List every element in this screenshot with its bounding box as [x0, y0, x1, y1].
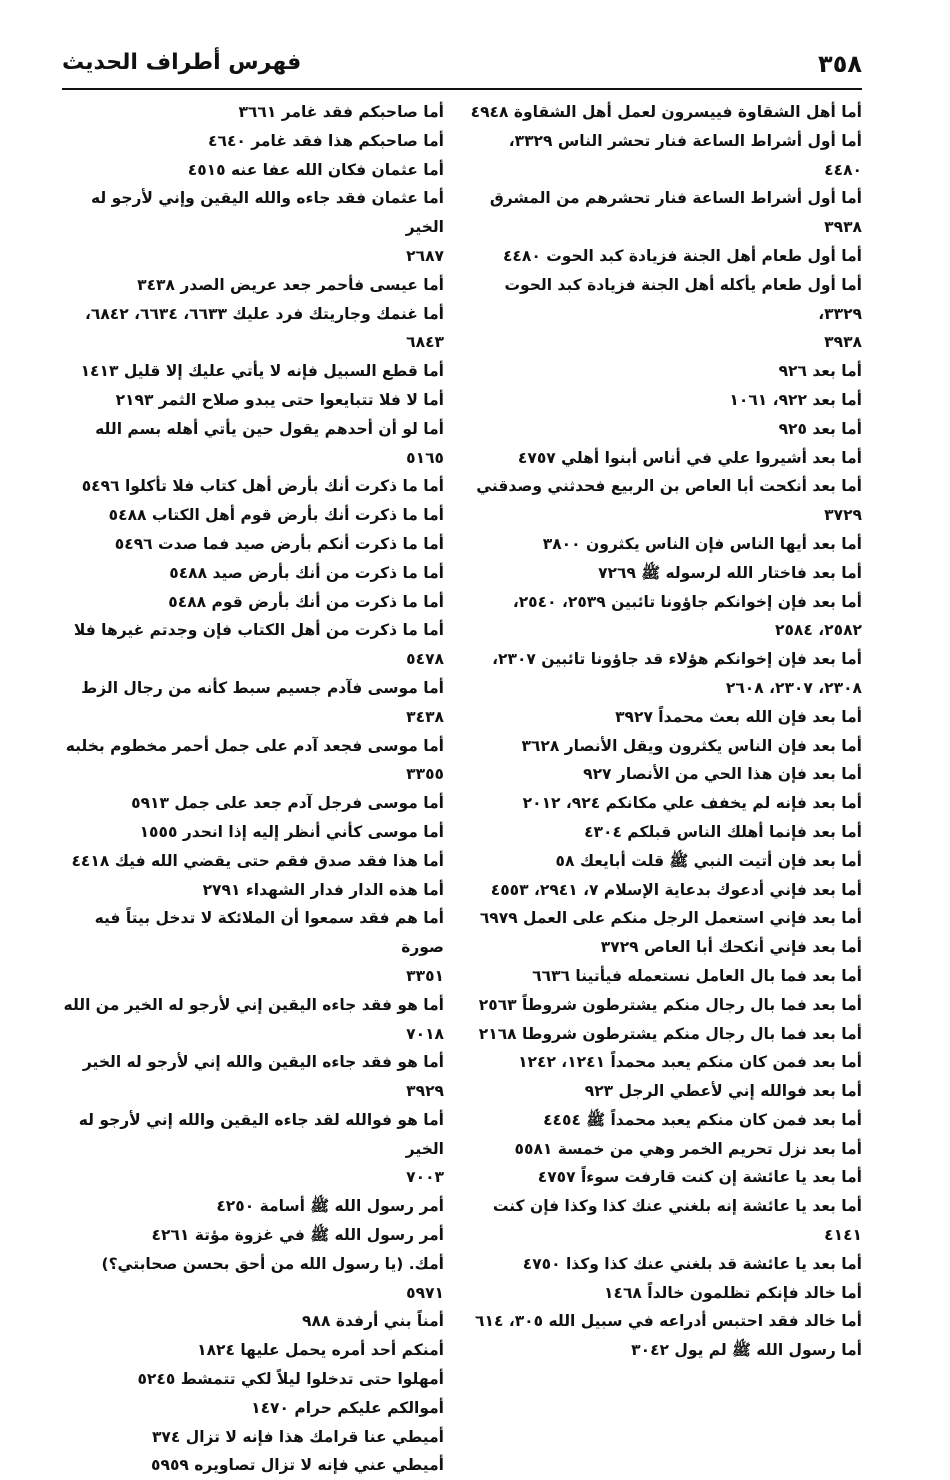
index-entry: أما بعد فمن كان منكم يعبد محمداً ١٢٤١، ١٢٤٢: [518, 1053, 862, 1072]
index-entry: أما أول أشراط الساعة فنار تحشرهم من المشرق ٣٩٣٨: [489, 189, 862, 237]
index-entry: أما بعد فإن إخوانكم جاؤونا تائبين ٢٥٣٩، ٢٥٤٠،: [512, 592, 862, 611]
index-entry: أما بعد فما بال رجال منكم يشترطون شروطا ٢١٦٨: [478, 1024, 862, 1043]
index-entry: أميطي عنا قرامك هذا فإنه لا تزال ٣٧٤: [151, 1427, 444, 1446]
index-entry: ٣٩٣٨: [824, 333, 862, 352]
index-entry: ٧٠١٨: [406, 1024, 444, 1043]
index-entry: أما بعد فإن الناس يكثرون ويقل الأنصار ٣٦٢٨: [521, 736, 862, 755]
index-entry: أما هذه الدار فدار الشهداء ٢٧٩١: [202, 880, 444, 899]
index-entry: أمر رسول الله ﷺ أسامة ٤٢٥٠: [216, 1197, 444, 1216]
index-entry: أما ما ذكرت أنك بأرض قوم أهل الكتاب ٥٤٨٨: [108, 506, 444, 525]
index-entry: أما موسى فرجل آدم جعد على جمل ٥٩١٣: [131, 794, 444, 813]
page-number: ٣٥٨: [818, 50, 862, 78]
index-entry: أما صاحبكم هذا فقد غامر ٤٦٤٠: [208, 131, 444, 150]
index-entry: أما عثمان فكان الله عفا عنه ٤٥١٥: [187, 160, 444, 179]
index-entry: أما هو فقد جاءه اليقين إني لأرجو له الخير من الله: [63, 995, 444, 1014]
index-entry: أما بعد ٩٢٦: [778, 362, 862, 381]
index-entry: ٢٥٨٢، ٢٥٨٤: [775, 621, 862, 640]
index-entry: ٣٣٥٥: [406, 765, 444, 784]
index-entry: أما قطع السبيل فإنه لا يأتي عليك إلا قليل ١٤١٣: [80, 362, 444, 381]
index-entry: أما ما ذكرت من أنك بأرض قوم ٥٤٨٨: [168, 592, 444, 611]
index-entry: ٣٣٥١: [406, 966, 444, 985]
page-header: [62, 46, 862, 90]
index-entry: أما بعد نزل تحريم الخمر وهي من خمسة ٥٥٨١: [514, 1139, 862, 1158]
index-entry: أمر رسول الله ﷺ في غزوة مؤتة ٤٢٦١: [151, 1226, 444, 1245]
index-entry: أما لو أن أحدهم يقول حين يأتي أهله بسم الله ٥١٦٥: [95, 419, 444, 467]
index-entry: أما بعد ٩٢٥: [778, 419, 862, 438]
index-entry: أما بعد فإن هذا الحي من الأنصار ٩٢٧: [583, 765, 862, 784]
index-entry: ٣٧٢٩: [824, 506, 862, 525]
index-entry: أما بعد فإني أدعوك بدعاية الإسلام ٧، ٢٩٤١، ٤٥٥٣: [490, 880, 862, 899]
index-entry: أما بعد فمن كان منكم يعبد محمداً ﷺ ٤٤٥٤: [543, 1110, 862, 1129]
index-entry: أما خالد فإنكم تظلمون خالداً ١٤٦٨: [604, 1283, 862, 1302]
index-entry: أمك. (يا رسول الله من أحق بحسن صحابتي؟) ٥٩٧١: [101, 1254, 444, 1302]
index-entry: أما لا فلا تتبايعوا حتى يبدو صلاح الثمر ٢١٩٣: [115, 390, 444, 409]
index-entry: ٧٠٠٣: [406, 1168, 444, 1187]
index-entry: أما أول طعام أهل الجنة فزيادة كبد الحوت ٤٤٨٠: [502, 246, 862, 265]
index-entry: أما غنمك وجاريتك فرد عليك ٦٦٣٣، ٦٦٣٤، ٦٨٤٢،: [84, 304, 444, 323]
index-column-left: [62, 98, 444, 1480]
index-entry: أما أول طعام يأكله أهل الجنة فزيادة كبد الحوت ٣٣٢٩،: [504, 275, 862, 323]
index-column-right: [468, 98, 862, 1365]
index-entry: أميطي عني فإنه لا تزال تصاويره ٥٩٥٩: [151, 1456, 444, 1475]
index-entry: أما ما ذكرت من أنك بأرض صيد ٥٤٨٨: [169, 563, 444, 582]
index-entry: أما بعد يا عائشة إنه بلغني عنك كذا وكذا فإن كنت ٤١٤١: [492, 1197, 862, 1245]
index-entry: أما بعد فإن إخوانكم هؤلاء قد جاؤونا تائبين ٢٣٠٧،: [492, 650, 862, 669]
index-entry: أمناً بني أرفدة ٩٨٨: [302, 1312, 444, 1331]
index-entry: أما بعد أنكحت أبا العاص بن الربيع فحدثني وصدقني: [476, 477, 862, 496]
index-entry: أما بعد فإنما أهلك الناس قبلكم ٤٣٠٤: [584, 822, 862, 841]
index-entry: أما خالد فقد احتبس أدراعه في سبيل الله ٣٠٥، ٦١٤: [475, 1312, 862, 1331]
index-entry: أما بعد أشيروا علي في أناس أبنوا أهلي ٤٧٥٧: [517, 448, 862, 467]
index-entry: أما بعد أيها الناس فإن الناس يكثرون ٣٨٠٠: [542, 534, 862, 553]
index-entry: أما ما ذكرت أنك بأرض أهل كتاب فلا تأكلوا ٥٤٩٦: [81, 477, 444, 496]
index-entry: أما ما ذكرت من أهل الكتاب فإن وجدتم غيرها فلا ٥٤٧٨: [73, 621, 444, 669]
index-entry: ٢٣٠٨، ٢٣٠٧، ٢٦٠٨: [725, 678, 862, 697]
index-entry: أما بعد فما بال رجال منكم يشترطون شروطاً ٢٥٦٣: [478, 995, 862, 1014]
index-entry: أما بعد فإنه لم يخفف علي مكانكم ٩٢٤، ٢٠١٢: [522, 794, 862, 813]
index-entry: أما بعد فإن أتيت النبي ﷺ قلت أبايعك ٥٨: [555, 851, 862, 870]
index-entry: أما بعد ٩٢٢، ١٠٦١: [729, 390, 862, 409]
index-entry: أمنكم أحد أمره يحمل عليها ١٨٢٤: [197, 1341, 444, 1360]
index-entry: أما بعد فإن الله بعث محمداً ٣٩٢٧: [615, 707, 862, 726]
index-entry: أما أهل الشقاوة فييسرون لعمل أهل الشقاوة ٤٩٤٨: [470, 103, 862, 121]
index-entry: أما رسول الله ﷺ لم يول ٣٠٤٢: [631, 1341, 862, 1360]
index-entry: أما هذا فقد صدق فقم حتى يقضي الله فيك ٤٤١٨: [71, 851, 444, 870]
index-entry: أما بعد فإني أنكحك أبا العاص ٣٧٢٩: [600, 938, 862, 957]
index-entry: أمهلوا حتى تدخلوا ليلاً لكي تتمشط ٥٢٤٥: [137, 1370, 444, 1389]
index-entry: أما موسى فآدم جسيم سبط كأنه من رجال الزط ٣٤٣٨: [81, 678, 444, 726]
index-entry: أما صاحبكم فقد غامر ٣٦٦١: [238, 103, 444, 121]
index-entry: ٦٨٤٣: [406, 333, 444, 352]
index-entry: أما بعد فوالله إني لأعطي الرجل ٩٢٣: [584, 1082, 862, 1101]
index-entry: أما هو فقد جاءه اليقين والله إني لأرجو له الخير ٣٩٢٩: [82, 1053, 444, 1101]
index-entry: أما ما ذكرت أنكم بأرض صيد فما صدت ٥٤٩٦: [114, 534, 444, 553]
index-entry: أما بعد فما بال العامل نستعمله فيأتينا ٦٦٣٦: [532, 966, 862, 985]
index-entry: أما موسى كأني أنظر إليه إذا انحدر ١٥٥٥: [139, 822, 444, 841]
index-entry: أما عيسى فأحمر جعد عريض الصدر ٣٤٣٨: [137, 275, 444, 294]
running-title: فهرس أطراف الحديث: [62, 50, 302, 75]
index-entry: ٢٦٨٧: [406, 246, 444, 265]
index-entry: أموالكم عليكم حرام ١٤٧٠: [251, 1398, 444, 1417]
index-entry: أما هم فقد سمعوا أن الملائكة لا تدخل بيتاً فيه صورة: [94, 909, 444, 957]
index-entry: أما بعد فإني استعمل الرجل منكم على العمل ٦٩٧٩: [479, 909, 862, 928]
index-entry: أما بعد يا عائشة إن كنت قارفت سوءاً ٤٧٥٧: [537, 1168, 862, 1187]
index-entry: أما بعد يا عائشة قد بلغني عنك كذا وكذا ٤٧٥٠: [522, 1254, 862, 1273]
index-entry: أما أول أشراط الساعة فنار تحشر الناس ٣٣٢٩، ٤٤٨٠: [508, 131, 862, 179]
index-entry: أما موسى فجعد آدم على جمل أحمر مخطوم بخلبه: [65, 736, 444, 755]
index-entry: أما بعد فاختار الله لرسوله ﷺ ٧٢٦٩: [598, 563, 862, 582]
index-entry: أما هو فوالله لقد جاءه اليقين والله إني لأرجو له الخير: [78, 1110, 444, 1158]
index-entry: أما عثمان فقد جاءه والله اليقين وإني لأرجو له الخير: [91, 189, 444, 237]
